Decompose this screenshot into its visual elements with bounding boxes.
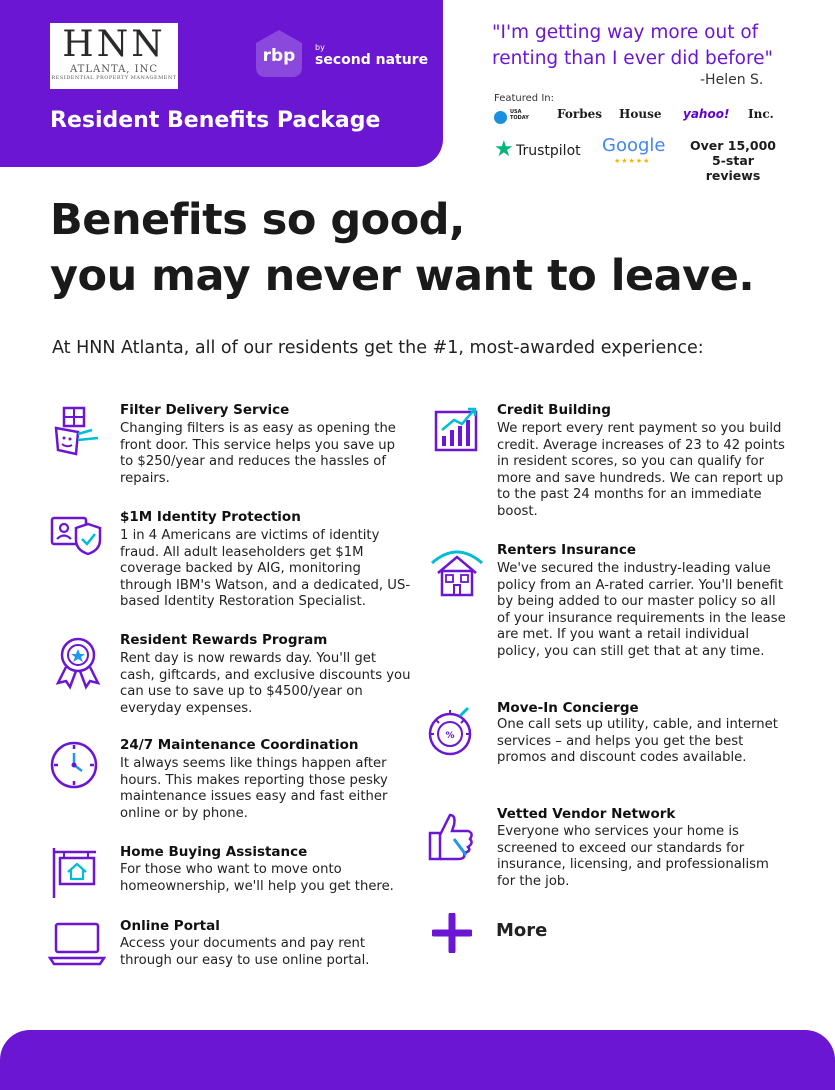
benefit-vetted-vendors [424, 805, 804, 895]
benefit-credit-building [432, 402, 802, 522]
partner-by: by [315, 43, 325, 52]
benefit-title: Filter Delivery Service [120, 402, 290, 418]
benefit-title: 24/7 Maintenance Coordination [120, 737, 359, 753]
press-house: House [619, 107, 662, 121]
home-sign-icon [48, 844, 106, 902]
concierge-dial-icon [424, 704, 482, 762]
benefit-desc: For those who want to move onto homeownership, we'll help you get there. [120, 862, 394, 894]
thumbs-up-icon [424, 807, 482, 865]
testimonial-author: -Helen S. [700, 72, 764, 88]
benefit-home-buying [48, 844, 418, 904]
benefit-title: $1M Identity Protection [120, 509, 301, 525]
benefit-renters-insurance [428, 541, 803, 681]
logo-main-text: HNN [62, 24, 166, 65]
more-link[interactable]: More [496, 920, 548, 941]
benefit-title: Renters Insurance [497, 542, 636, 558]
benefit-desc: Changing filters is as easy as opening the front door. This service helps you save up to $250/year and reduces the hassles of repairs. [120, 421, 396, 486]
benefit-desc: We report every rent payment so you build credit. Average increases of 23 to 42 points in resident scores, so you can qualify for more and save hundreds. We can report up to the past 24 months for an immediate boost. [497, 421, 785, 519]
header-title: Resident Benefits Package [50, 108, 381, 133]
benefit-title: Credit Building [497, 402, 611, 418]
usa-today-icon [494, 111, 507, 124]
rbp-logo-icon [252, 27, 306, 81]
press-inc: Inc. [748, 107, 774, 121]
trustpilot-star-icon: ★ [494, 137, 514, 162]
benefit-filter-delivery [48, 402, 418, 497]
benefit-desc: Rent day is now rewards day. You'll get cash, giftcards, and exclusive discounts you can use to save up to $4500/year on everyday expenses. [120, 651, 411, 716]
laptop-icon [48, 918, 106, 976]
benefit-desc: Everyone who services your home is screened to exceed our standards for insurance, licensing, and professionalism for the job. [497, 824, 769, 889]
benefit-online-portal [48, 918, 418, 978]
second-nature-logo [315, 42, 428, 66]
benefit-desc: 1 in 4 Americans are victims of identity fraud. All adult leaseholders get $1M coverage backed by AIG, monitoring through IBM's Watson, and a dedicated, US-based Identity Restoration Specialist. [120, 528, 411, 609]
trustpilot-label: Trustpilot [516, 143, 581, 159]
testimonial-quote: "I'm getting way more out of renting than I ever did before" [492, 22, 774, 69]
benefit-title: Move-In Concierge [497, 700, 639, 716]
credit-chart-icon [432, 402, 490, 460]
benefit-title: Home Buying Assistance [120, 844, 308, 860]
press-usa-today: USA TODAY [510, 109, 529, 121]
clock-icon [48, 737, 106, 795]
benefit-move-in-concierge [424, 698, 804, 788]
featured-label: Featured In: [494, 93, 554, 104]
headline-line-1: Benefits so good, [50, 195, 465, 245]
rewards-ribbon-icon [50, 633, 108, 691]
google-stars: ★★★★★ [614, 157, 651, 165]
press-forbes: Forbes [557, 107, 602, 121]
reviews-count: Over 15,000 5-star reviews [689, 138, 776, 183]
benefit-maintenance [48, 737, 418, 832]
rbp-badge-text: rbp [262, 46, 296, 66]
benefit-desc: Access your documents and pay rent through our easy to use online portal. [120, 936, 370, 968]
benefit-identity-protection [48, 508, 418, 618]
intro-text: At HNN Atlanta, all of our residents get the #1, most-awarded experience: [52, 338, 704, 358]
headline [50, 192, 810, 304]
filter-delivery-icon [48, 404, 106, 462]
benefit-desc: One call sets up utility, cable, and internet services – and helps you get the best promos and discount codes available. [497, 717, 778, 765]
benefit-desc: It always seems like things happen after hours. This makes reporting those pesky maintenance issues easy and fast either online or by phone. [120, 756, 388, 821]
partner-name: second nature [315, 52, 429, 68]
plus-icon[interactable] [432, 913, 472, 953]
google-logo: Google [602, 135, 666, 156]
hnn-logo [50, 23, 178, 89]
press-yahoo: yahoo! [683, 107, 730, 121]
headline-line-2: you may never want to leave. [50, 251, 755, 301]
logo-tagline: RESIDENTIAL PROPERTY MANAGEMENT [51, 75, 177, 81]
benefit-title: Online Portal [120, 918, 220, 934]
footer-band [0, 1030, 835, 1090]
benefit-desc: We've secured the industry-leading value policy from an A-rated carrier. You'll benefit by being added to our master policy so all of your insurance requirements in the lease are met. If you want a retail individual policy, you can still get that at any time. [497, 561, 786, 659]
header-banner [0, 0, 443, 167]
benefit-title: Vetted Vendor Network [497, 806, 676, 822]
svg-text:%: % [445, 731, 455, 741]
benefit-title: Resident Rewards Program [120, 632, 328, 648]
benefit-resident-rewards [50, 631, 420, 726]
identity-shield-icon [48, 510, 106, 568]
house-insurance-icon [428, 543, 486, 601]
logo-sub-text: ATLANTA, INC [69, 64, 158, 75]
